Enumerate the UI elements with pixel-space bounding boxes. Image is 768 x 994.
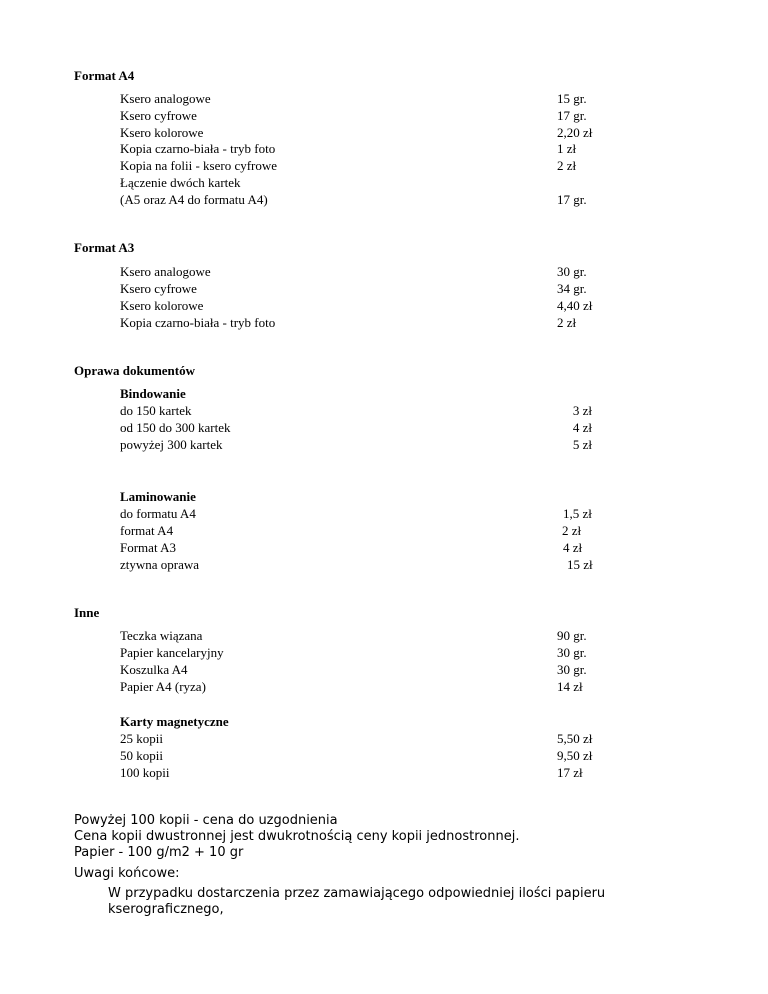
item-label: Łączenie dwóch kartek (120, 175, 241, 190)
item-price: 5,50 zł (557, 731, 593, 746)
item-label: format A4 (120, 523, 174, 538)
price-row (120, 314, 600, 331)
item-label: Kopia czarno-biała - tryb foto (120, 315, 276, 330)
item-price: 9,50 zł (557, 748, 593, 763)
item-label: Ksero analogowe (120, 91, 211, 106)
price-row (120, 140, 600, 157)
item-price: 4 zł (572, 420, 592, 435)
final-remarks-text: W przypadku dostarczenia przez zamawiającego odpowiedniej ilości papieru (108, 886, 606, 901)
section-heading-binding: Oprawa dokumentów (74, 363, 195, 378)
price-row (120, 280, 600, 297)
price-row (120, 747, 600, 764)
item-price: 2 zł (557, 315, 577, 330)
item-label: Format A3 (120, 540, 176, 555)
item-price: 4,40 zł (557, 298, 593, 313)
item-price: 30 gr. (557, 264, 587, 279)
item-price: 1,5 zł (563, 506, 592, 521)
item-label: Koszulka A4 (120, 662, 188, 677)
final-remarks-heading: Uwagi końcowe: (74, 866, 180, 881)
item-price: 2 zł (557, 158, 577, 173)
item-label: od 150 do 300 kartek (120, 420, 231, 435)
price-row (120, 764, 600, 781)
price-row (120, 644, 600, 661)
price-row (120, 263, 600, 280)
section-heading-format-a3: Format A3 (74, 240, 135, 255)
item-label: Teczka wiązana (120, 628, 203, 643)
item-label: Ksero cyfrowe (120, 108, 197, 123)
item-label: powyżej 300 kartek (120, 437, 223, 452)
item-price: 30 gr. (557, 662, 587, 677)
price-row (120, 505, 600, 522)
price-row (120, 107, 600, 124)
item-price: 90 gr. (557, 628, 587, 643)
price-row (120, 678, 600, 695)
item-label: Papier kancelaryjny (120, 645, 224, 660)
item-price: 15 gr. (557, 91, 587, 106)
item-price: 34 gr. (557, 281, 587, 296)
item-label: 25 kopii (120, 731, 163, 746)
item-price: 5 zł (572, 437, 592, 452)
subheading-karty-magnetyczne: Karty magnetyczne (120, 714, 229, 729)
item-label: Ksero cyfrowe (120, 281, 197, 296)
item-label: do formatu A4 (120, 506, 196, 521)
subheading-bindowanie: Bindowanie (120, 386, 186, 401)
item-label: do 150 kartek (120, 403, 192, 418)
item-price: 14 zł (557, 679, 583, 694)
price-row (120, 539, 600, 556)
note-line: Powyżej 100 kopii - cena do uzgodnienia (74, 813, 338, 828)
item-label: 100 kopii (120, 765, 170, 780)
item-price: 4 zł (563, 540, 583, 555)
item-price: 3 zł (572, 403, 592, 418)
item-price: 17 gr. (557, 108, 587, 123)
item-label: Kopia na folii - ksero cyfrowe (120, 158, 278, 173)
item-label: Ksero analogowe (120, 264, 211, 279)
item-price: 1 zł (557, 141, 577, 156)
item-label: Kopia czarno-biała - tryb foto (120, 141, 276, 156)
final-remarks-text: kserograficznego, (108, 902, 224, 917)
price-row (120, 522, 600, 539)
item-price: 17 zł (557, 765, 583, 780)
item-price: 15 zł (567, 557, 593, 572)
price-row (120, 730, 600, 747)
item-label: Papier A4 (ryza) (120, 679, 206, 694)
item-label: 50 kopii (120, 748, 163, 763)
price-row (120, 191, 600, 208)
price-row (120, 157, 600, 174)
price-row (120, 174, 600, 191)
price-row (120, 90, 600, 107)
item-label: (A5 oraz A4 do formatu A4) (120, 192, 268, 207)
note-line: Papier - 100 g/m2 + 10 gr (74, 845, 244, 860)
section-heading-inne: Inne (74, 605, 100, 620)
section-heading-format-a4: Format A4 (74, 68, 135, 83)
price-row (120, 436, 600, 453)
price-row (120, 661, 600, 678)
price-row (120, 297, 600, 314)
price-row (120, 556, 600, 573)
item-price: 2,20 zł (557, 125, 593, 140)
item-price: 2 zł (562, 523, 582, 538)
item-price: 30 gr. (557, 645, 587, 660)
price-row (120, 627, 600, 644)
item-price: 17 gr. (557, 192, 587, 207)
item-label: Ksero kolorowe (120, 298, 204, 313)
item-label: Ksero kolorowe (120, 125, 204, 140)
price-row (120, 124, 600, 141)
price-row (120, 402, 600, 419)
price-row (120, 419, 600, 436)
subheading-laminowanie: Laminowanie (120, 489, 196, 504)
note-line: Cena kopii dwustronnej jest dwukrotnością ceny kopii jednostronnej. (74, 829, 520, 844)
item-label: ztywna oprawa (120, 557, 200, 572)
